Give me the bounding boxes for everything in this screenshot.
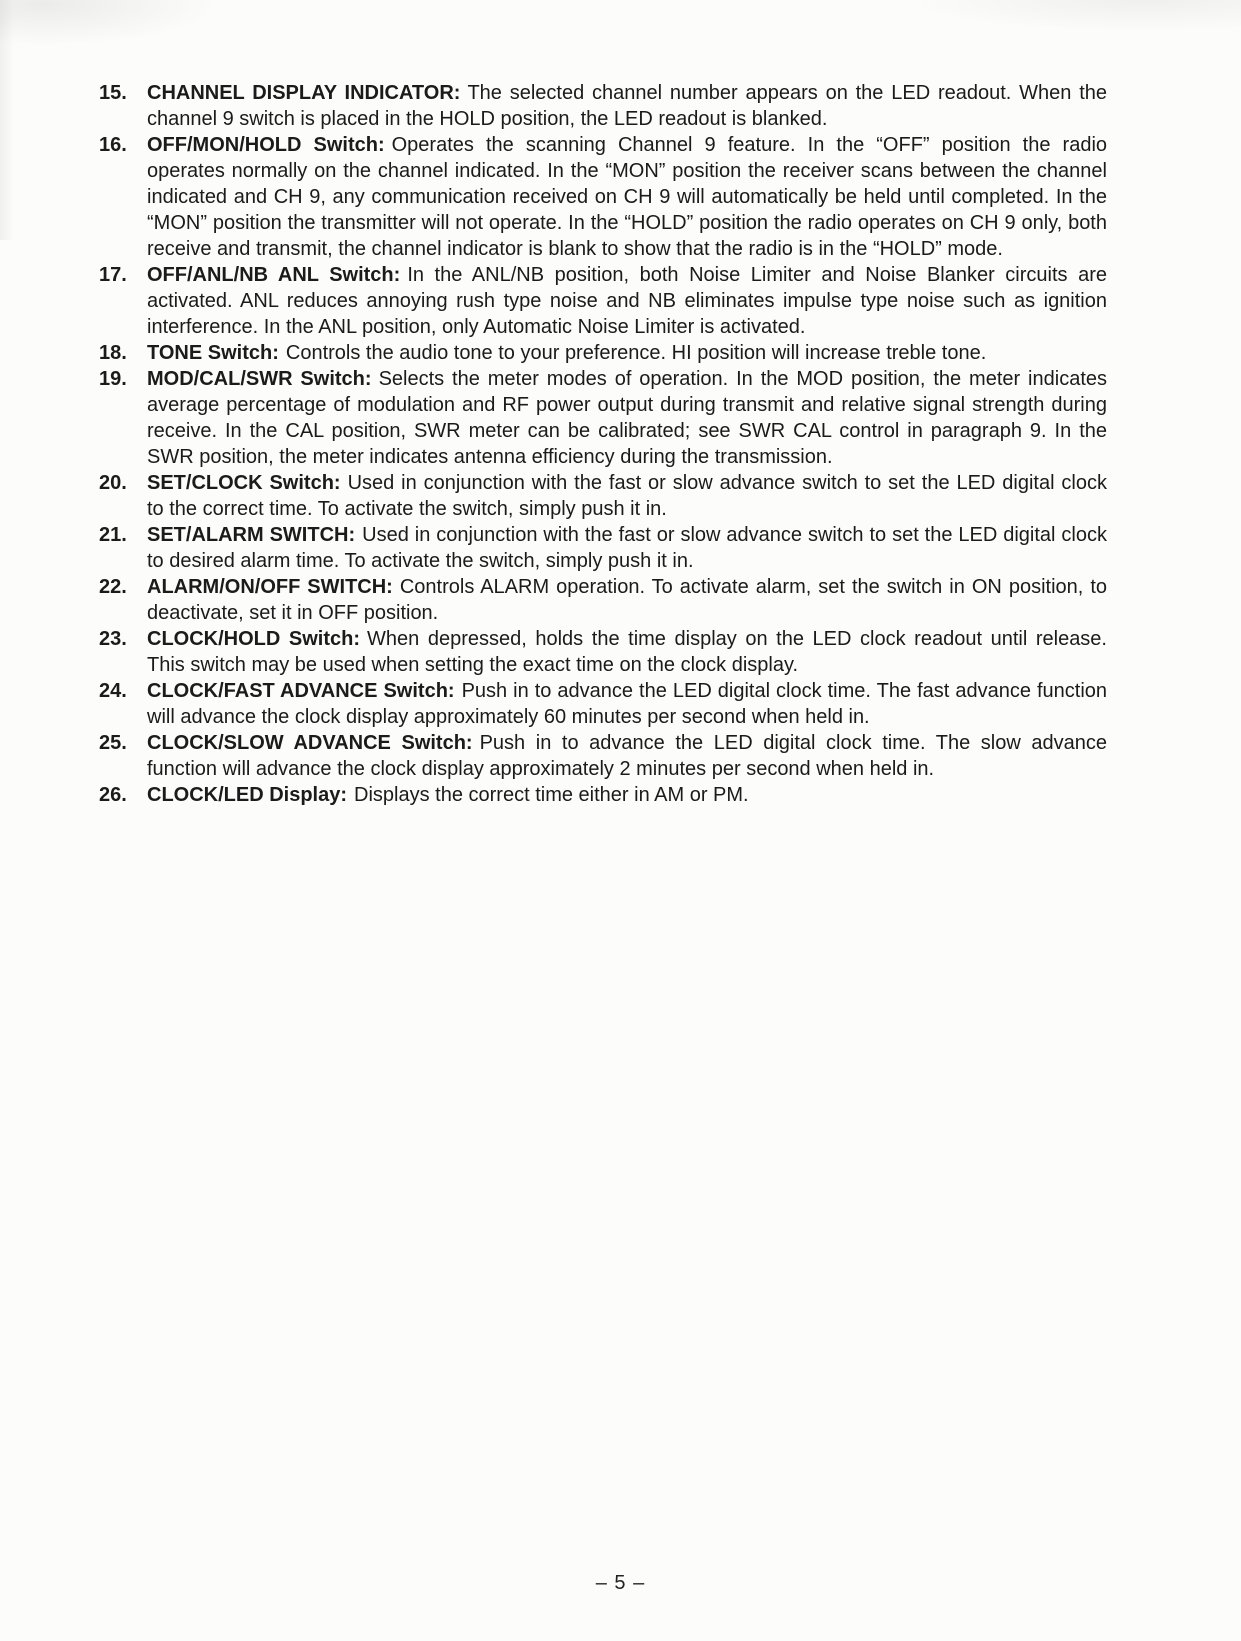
list-item	[99, 340, 1107, 366]
list-item	[99, 626, 1107, 678]
item-body: Displays the correct time either in AM or PM.	[354, 784, 749, 806]
item-number: 25.	[99, 732, 127, 754]
item-body: Controls the audio tone to your preference. HI position will increase treble tone.	[285, 342, 987, 364]
item-number: 26.	[99, 784, 127, 806]
item-title: CHANNEL DISPLAY INDICATOR:	[147, 82, 461, 104]
list-item	[99, 782, 1107, 808]
item-number: 15.	[99, 82, 127, 104]
list-item	[99, 730, 1107, 782]
item-body: Push in to advance the LED digital clock time. The slow advance function will advance the clock display approximately 2 minutes per second when held in.	[147, 732, 1107, 780]
item-text	[147, 522, 1107, 574]
list-item	[99, 470, 1107, 522]
item-number: 22.	[99, 576, 127, 598]
item-title: CLOCK/SLOW ADVANCE Switch:	[147, 732, 473, 754]
list-item	[99, 132, 1107, 262]
item-text	[147, 574, 1107, 626]
item-text	[147, 262, 1107, 340]
item-text	[147, 782, 1107, 808]
item-number: 16.	[99, 134, 127, 156]
item-body: Used in conjunction with the fast or slow advance switch to set the LED digital clock to desired alarm time. To activate the switch, simply push it in.	[147, 524, 1107, 572]
item-title: ALARM/ON/OFF SWITCH:	[147, 576, 393, 598]
item-text	[147, 132, 1107, 262]
item-body: Used in conjunction with the fast or slow advance switch to set the LED digital clock to the correct time. To activate the switch, simply push it in.	[147, 472, 1107, 520]
item-number: 20.	[99, 472, 127, 494]
item-body: Push in to advance the LED digital clock time. The fast advance function will advance the clock display approximately 60 minutes per second when held in.	[147, 680, 1108, 728]
item-number: 19.	[99, 368, 127, 390]
list-item	[99, 366, 1107, 470]
item-text	[147, 730, 1107, 782]
item-text	[147, 470, 1107, 522]
scan-smudge-top-left	[0, 0, 220, 46]
item-title: OFF/MON/HOLD Switch:	[147, 134, 385, 156]
item-text	[147, 678, 1107, 730]
item-body: The selected channel number appears on the LED readout. When the channel 9 switch is placed in the HOLD position, the LED readout is blanked.	[147, 82, 1107, 130]
item-number: 23.	[99, 628, 127, 650]
item-text	[147, 80, 1107, 132]
item-text	[147, 366, 1107, 470]
list-item	[99, 522, 1107, 574]
page-number: – 5 –	[595, 1572, 646, 1594]
numbered-list	[99, 80, 1107, 808]
item-title: MOD/CAL/SWR Switch:	[147, 368, 372, 390]
item-number: 18.	[99, 342, 127, 364]
item-title: CLOCK/LED Display:	[147, 784, 348, 806]
item-title: TONE Switch:	[147, 342, 279, 364]
item-text	[147, 340, 1107, 366]
list-item	[99, 574, 1107, 626]
item-body: Operates the scanning Channel 9 feature. In the “OFF” position the radio operates normally on the channel indicated. In the “MON” position the receiver scans between the channel indicated and CH 9, any communication received on CH 9 will automatically be held until completed. In the “MON” position the transmitter will not operate. In the “HOLD” position the radio operates on CH 9 only, both receive and transmit, the channel indicator is blank to show that the radio is in the “HOLD” mode.	[147, 134, 1108, 260]
item-title: CLOCK/FAST ADVANCE Switch:	[147, 680, 455, 702]
item-body: Controls ALARM operation. To activate alarm, set the switch in ON position, to deactivate, set it in OFF position.	[147, 576, 1108, 624]
list-item	[99, 80, 1107, 132]
list-item	[99, 678, 1107, 730]
item-number: 21.	[99, 524, 127, 546]
item-title: OFF/ANL/NB ANL Switch:	[147, 264, 401, 286]
list-item	[99, 262, 1107, 340]
item-body: In the ANL/NB position, both Noise Limiter and Noise Blanker circuits are activated. ANL reduces annoying rush type noise and NB eliminates impulse type noise such as ignition interference. In the ANL position, only Automatic Noise Limiter is activated.	[147, 264, 1107, 338]
item-title: SET/CLOCK Switch:	[147, 472, 341, 494]
item-body: Selects the meter modes of operation. In the MOD position, the meter indicates average percentage of modulation and RF power output during transmit and relative signal strength during receive. In the CAL position, SWR meter can be calibrated; see SWR CAL control in paragraph 9. In the SWR position, the meter indicates antenna efficiency during the transmission.	[147, 368, 1107, 468]
scan-smudge-left-edge	[0, 0, 14, 240]
item-number: 17.	[99, 264, 127, 286]
item-number: 24.	[99, 680, 127, 702]
item-title: CLOCK/HOLD Switch:	[147, 628, 361, 650]
item-text	[147, 626, 1107, 678]
item-title: SET/ALARM SWITCH:	[147, 524, 356, 546]
scan-smudge-top-right	[921, 0, 1241, 30]
item-body: When depressed, holds the time display on the LED clock readout until release. This switch may be used when setting the exact time on the clock display.	[147, 628, 1107, 676]
